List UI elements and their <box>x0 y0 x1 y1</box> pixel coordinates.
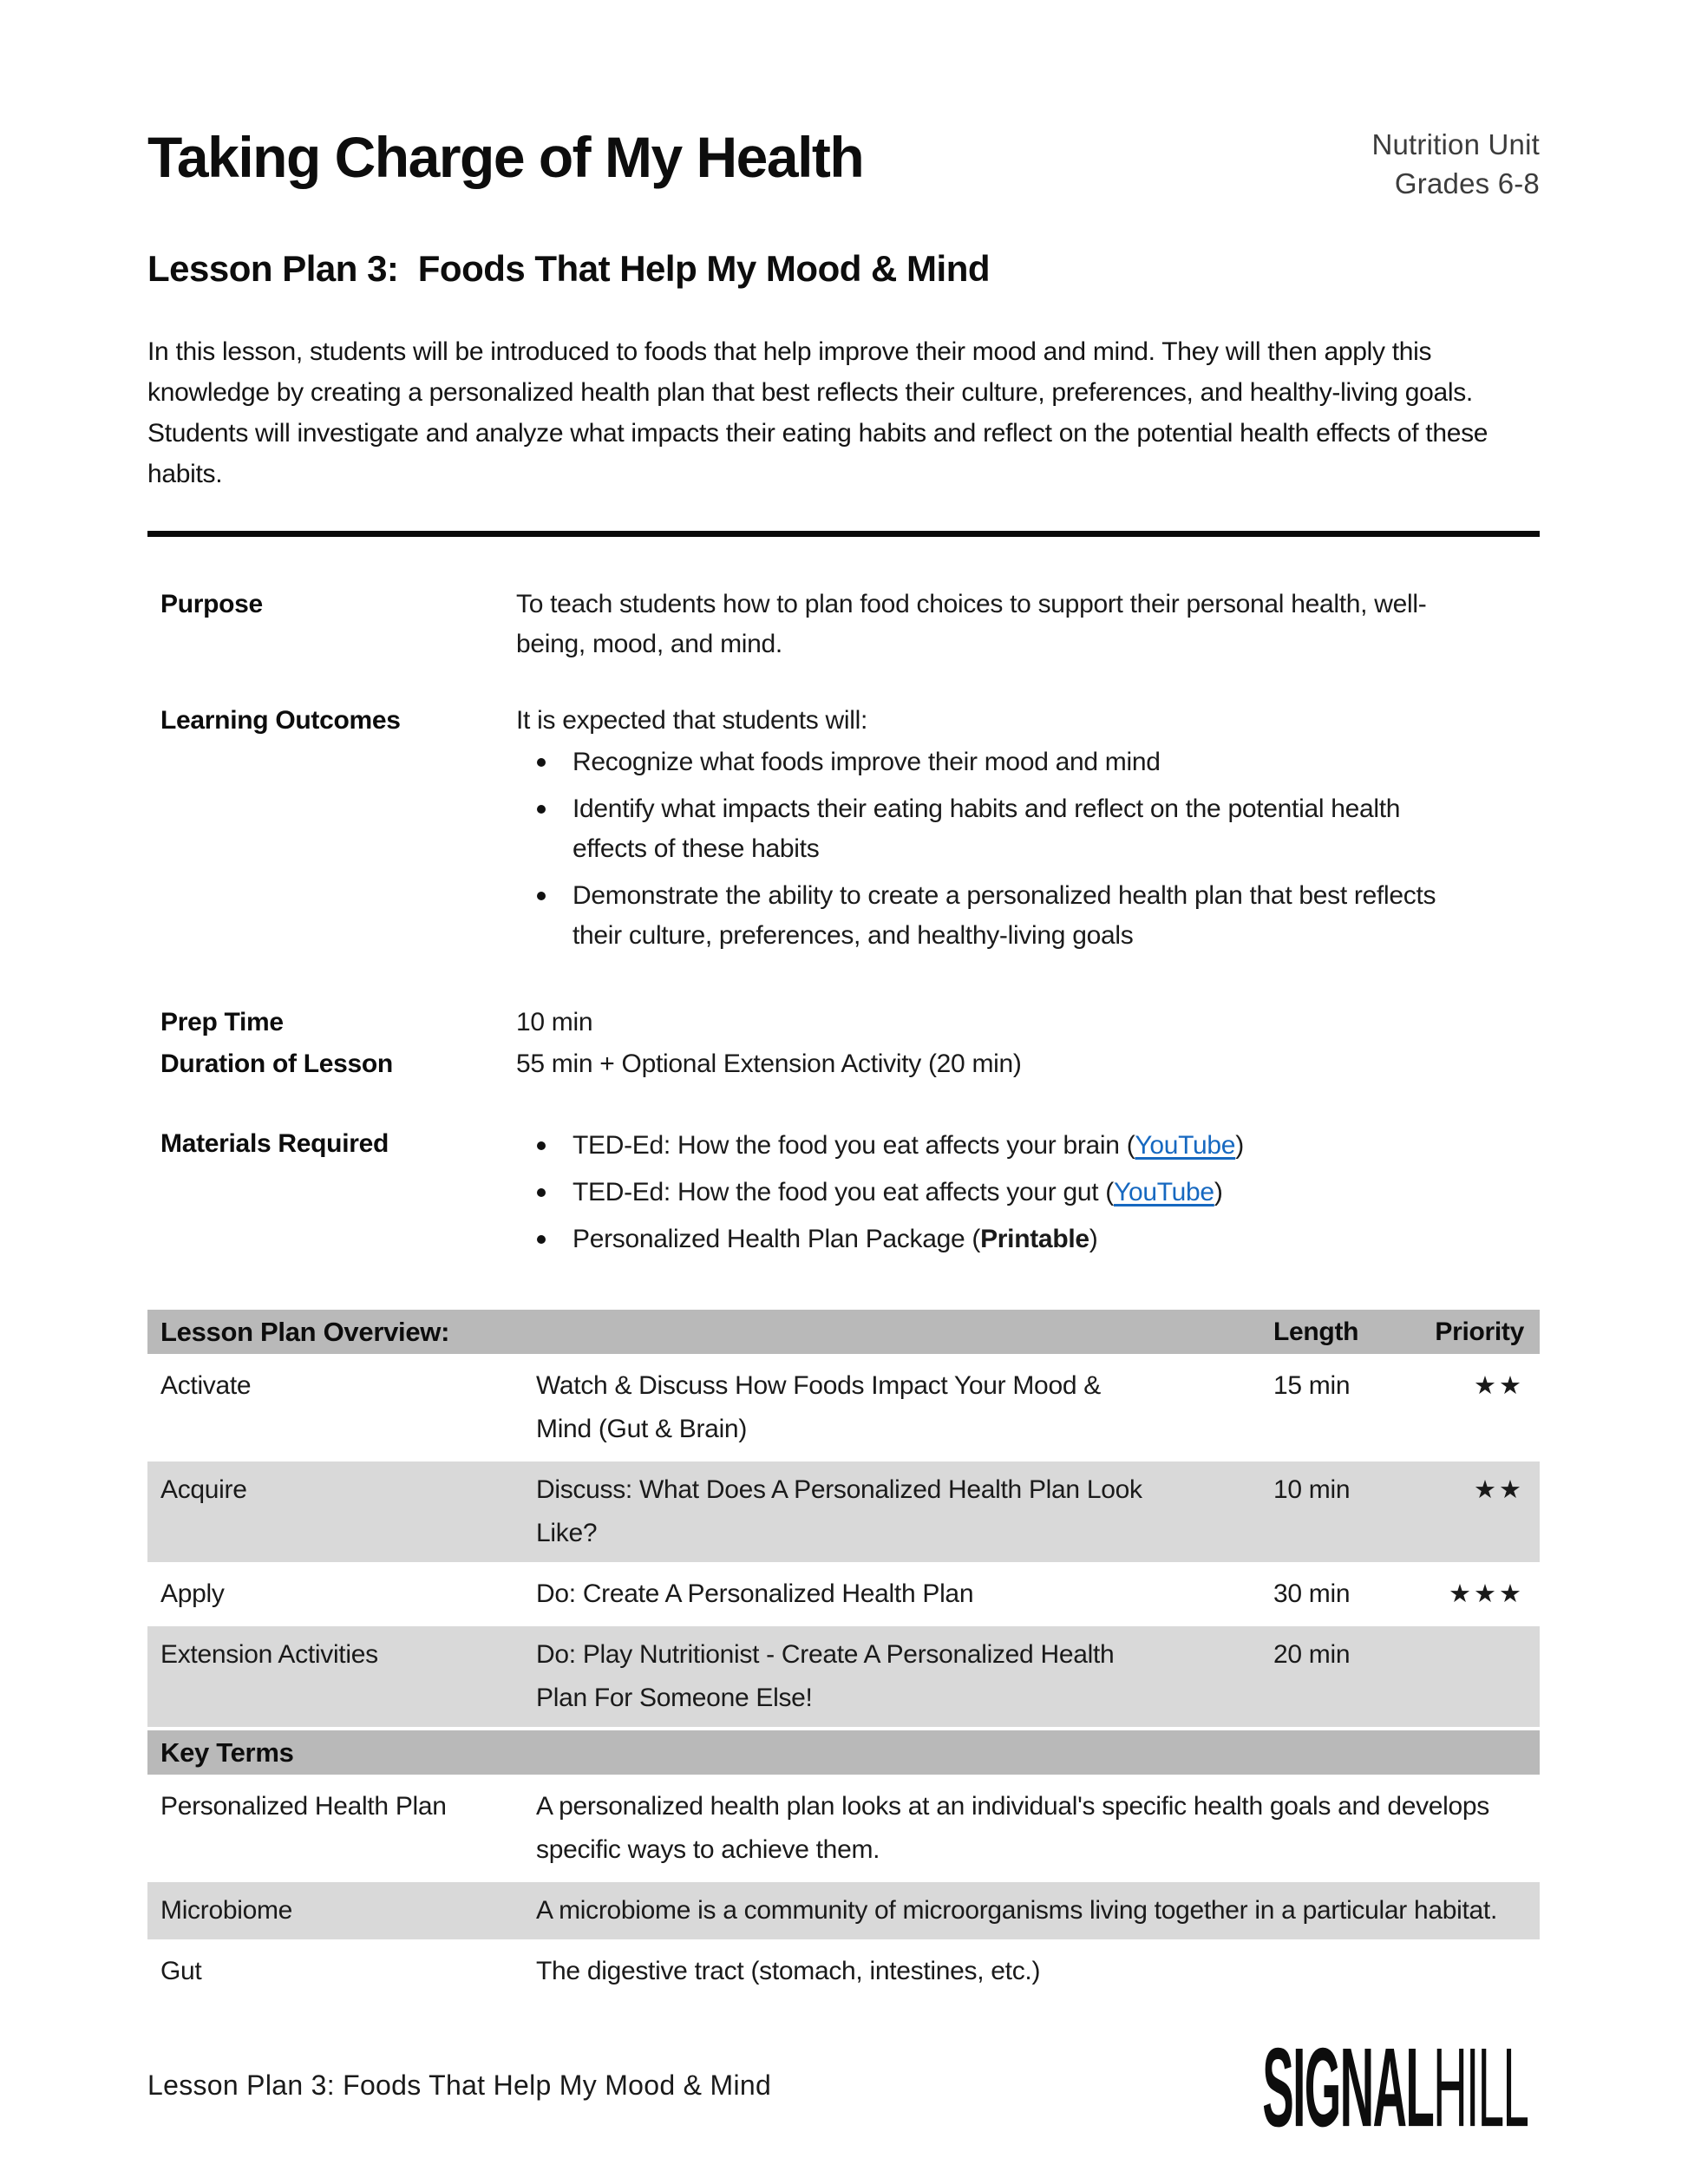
learning-outcomes-label: Learning Outcomes <box>160 706 401 735</box>
printable-label: Printable <box>980 1225 1089 1253</box>
description-cell: Do: Play Nutritionist - Create A Personalized Health Plan For Someone Else! <box>536 1640 1115 1712</box>
priority-column-header: Priority <box>1435 1317 1524 1346</box>
description-cell: Do: Create A Personalized Health Plan <box>536 1579 974 1608</box>
materials-content <box>516 1124 1470 1266</box>
materials-label: Materials Required <box>160 1129 389 1158</box>
signalhill-logo <box>1261 2024 1528 2150</box>
term-cell: Microbiome <box>160 1896 293 1925</box>
material-item <box>516 1220 1470 1259</box>
length-cell: 15 min <box>1273 1371 1351 1400</box>
table-row-extension <box>147 1626 1540 1730</box>
outcomes-intro: It is expected that students will: <box>516 706 868 735</box>
logo-text-hill: HILL <box>1432 2024 1528 2150</box>
table-row-activate <box>147 1357 1540 1461</box>
material-text: ) <box>1214 1178 1223 1206</box>
logo-text-signal: SIGNAL <box>1261 2024 1433 2150</box>
description-cell: Watch & Discuss How Foods Impact Your Mood & Mind (Gut & Brain) <box>536 1371 1101 1443</box>
materials-row <box>147 1124 1540 1266</box>
section-divider <box>147 531 1540 537</box>
key-terms-header <box>147 1730 1540 1778</box>
youtube-link[interactable]: YouTube <box>1135 1131 1236 1160</box>
lesson-heading: Lesson Plan 3: Foods That Help My Mood & Mind <box>147 248 991 289</box>
duration-label: Duration of Lesson <box>160 1049 393 1078</box>
outcome-item: Identify what impacts their eating habits and reflect on the potential health effects of these habits <box>516 789 1470 869</box>
priority-stars <box>1421 1633 1540 1720</box>
material-item <box>516 1126 1470 1166</box>
overview-table-title: Lesson Plan Overview: <box>160 1316 450 1347</box>
length-cell: 20 min <box>1273 1640 1351 1669</box>
page-footer <box>147 2016 1540 2150</box>
table-row-apply <box>147 1566 1540 1626</box>
unit-info <box>1371 121 1540 203</box>
key-term-row-gut <box>147 1943 1540 2004</box>
outcome-item: Recognize what foods improve their mood and mind <box>516 742 1470 782</box>
phase-cell: Extension Activities <box>160 1640 378 1669</box>
length-cell: 10 min <box>1273 1475 1351 1504</box>
term-cell: Gut <box>160 1957 202 1985</box>
priority-stars: ★★ <box>1474 1372 1524 1400</box>
definition-cell: A personalized health plan looks at an individual's specific health goals and develops specific ways to achieve them. <box>536 1792 1490 1864</box>
material-item <box>516 1173 1470 1213</box>
lesson-details <box>147 585 1540 1266</box>
youtube-link[interactable]: YouTube <box>1114 1178 1214 1206</box>
document-header <box>147 121 1540 203</box>
materials-list <box>516 1126 1470 1259</box>
material-text: TED-Ed: How the food you eat affects your gut ( <box>572 1178 1115 1206</box>
learning-outcomes-row <box>147 701 1540 963</box>
material-text: ) <box>1089 1225 1098 1253</box>
purpose-label: Purpose <box>160 590 263 618</box>
purpose-text: To teach students how to plan food choices to support their personal health, well-being, mood, and mind. <box>516 590 1427 658</box>
term-cell: Personalized Health Plan <box>160 1792 447 1821</box>
phase-cell: Activate <box>160 1371 252 1400</box>
purpose-row <box>147 585 1540 664</box>
material-text: Personalized Health Plan Package ( <box>572 1225 981 1253</box>
unit-label: Nutrition Unit <box>1371 128 1540 160</box>
key-terms-title: Key Terms <box>160 1736 294 1768</box>
outcomes-list <box>516 742 1470 956</box>
key-term-row-microbiome <box>147 1882 1540 1943</box>
definition-cell: The digestive tract (stomach, intestines, etc.) <box>536 1957 1041 1985</box>
priority-stars: ★★★ <box>1449 1580 1524 1608</box>
duration-row <box>147 1044 1540 1084</box>
lesson-intro: In this lesson, students will be introduced to foods that help improve their mood and mind. They will then apply this knowledge by creating a personalized health plan that best reflects their culture, preferences, and healthy-living goals. Students will investigate and analyze what impacts their eating habits and reflect on the potential health effects of these habits. <box>147 337 1488 488</box>
prep-time-value: 10 min <box>516 1008 593 1036</box>
prep-time-row <box>147 1003 1540 1043</box>
lesson-plan-overview-table <box>147 1310 1540 2004</box>
outcome-item: Demonstrate the ability to create a personalized health plan that best reflects their culture, preferences, and healthy-living goals <box>516 876 1470 956</box>
prep-time-label: Prep Time <box>160 1008 284 1036</box>
material-text: ) <box>1235 1131 1244 1160</box>
material-text: TED-Ed: How the food you eat affects your brain ( <box>572 1131 1135 1160</box>
phase-cell: Acquire <box>160 1475 247 1504</box>
definition-cell: A microbiome is a community of microorganisms living together in a particular habitat. <box>536 1896 1498 1925</box>
overview-table-header <box>147 1310 1540 1357</box>
length-column-header: Length <box>1273 1317 1359 1346</box>
table-row-acquire <box>147 1461 1540 1566</box>
learning-outcomes-content <box>516 701 1470 963</box>
page-title: Taking Charge of My Health <box>147 125 864 189</box>
description-cell: Discuss: What Does A Personalized Health Plan Look Like? <box>536 1475 1142 1547</box>
phase-cell: Apply <box>160 1579 225 1608</box>
length-cell: 30 min <box>1273 1579 1351 1608</box>
priority-stars: ★★ <box>1474 1476 1524 1504</box>
duration-value: 55 min + Optional Extension Activity (20 min) <box>516 1049 1022 1078</box>
key-term-row-personalized-health-plan <box>147 1778 1540 1882</box>
grades-label: Grades 6-8 <box>1394 167 1540 199</box>
footer-lesson-title: Lesson Plan 3: Foods That Help My Mood & Mind <box>147 2070 772 2101</box>
